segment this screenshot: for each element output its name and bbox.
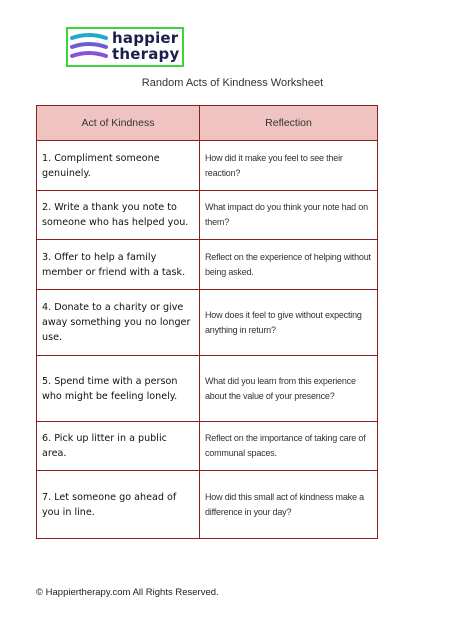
reflection-cell: What did you learn from this experience about the value of your presence? bbox=[200, 356, 378, 422]
reflection-cell: How did this small act of kindness make a difference in your day? bbox=[200, 471, 378, 539]
reflection-cell: How does it feel to give without expecting anything in return? bbox=[200, 290, 378, 356]
act-cell: 7. Let someone go ahead of you in line. bbox=[37, 471, 200, 539]
logo-line-2: therapy bbox=[112, 45, 180, 63]
kindness-table bbox=[36, 105, 378, 539]
act-cell: 2. Write a thank you note to someone who has helped you. bbox=[37, 191, 200, 240]
brand-logo bbox=[66, 27, 184, 67]
page-title: Random Acts of Kindness Worksheet bbox=[141, 77, 324, 89]
reflection-cell: How did it make you feel to see their reaction? bbox=[200, 141, 378, 191]
table-row bbox=[37, 240, 378, 290]
header-reflection: Reflection bbox=[200, 106, 378, 141]
copyright-footer: © Happiertherapy.com All Rights Reserved. bbox=[36, 587, 219, 598]
logo-wordmark bbox=[112, 30, 179, 62]
table-header-row bbox=[37, 106, 378, 141]
act-cell: 6. Pick up litter in a public area. bbox=[37, 422, 200, 471]
table-row bbox=[37, 356, 378, 422]
act-cell: 1. Compliment someone genuinely. bbox=[37, 141, 200, 191]
table-row bbox=[37, 471, 378, 539]
table-row bbox=[37, 290, 378, 356]
act-cell: 4. Donate to a charity or give away something you no longer use. bbox=[37, 290, 200, 356]
table-row bbox=[37, 141, 378, 191]
act-cell: 5. Spend time with a person who might be feeling lonely. bbox=[37, 356, 200, 422]
table-row bbox=[37, 422, 378, 471]
logo-line-1: happier bbox=[112, 29, 179, 47]
reflection-cell: What impact do you think your note had on them? bbox=[200, 191, 378, 240]
logo-wave-icon bbox=[70, 32, 108, 64]
table-row bbox=[37, 191, 378, 240]
header-act: Act of Kindness bbox=[37, 106, 200, 141]
reflection-cell: Reflect on the experience of helping without being asked. bbox=[200, 240, 378, 290]
act-cell: 3. Offer to help a family member or friend with a task. bbox=[37, 240, 200, 290]
reflection-cell: Reflect on the importance of taking care of communal spaces. bbox=[200, 422, 378, 471]
